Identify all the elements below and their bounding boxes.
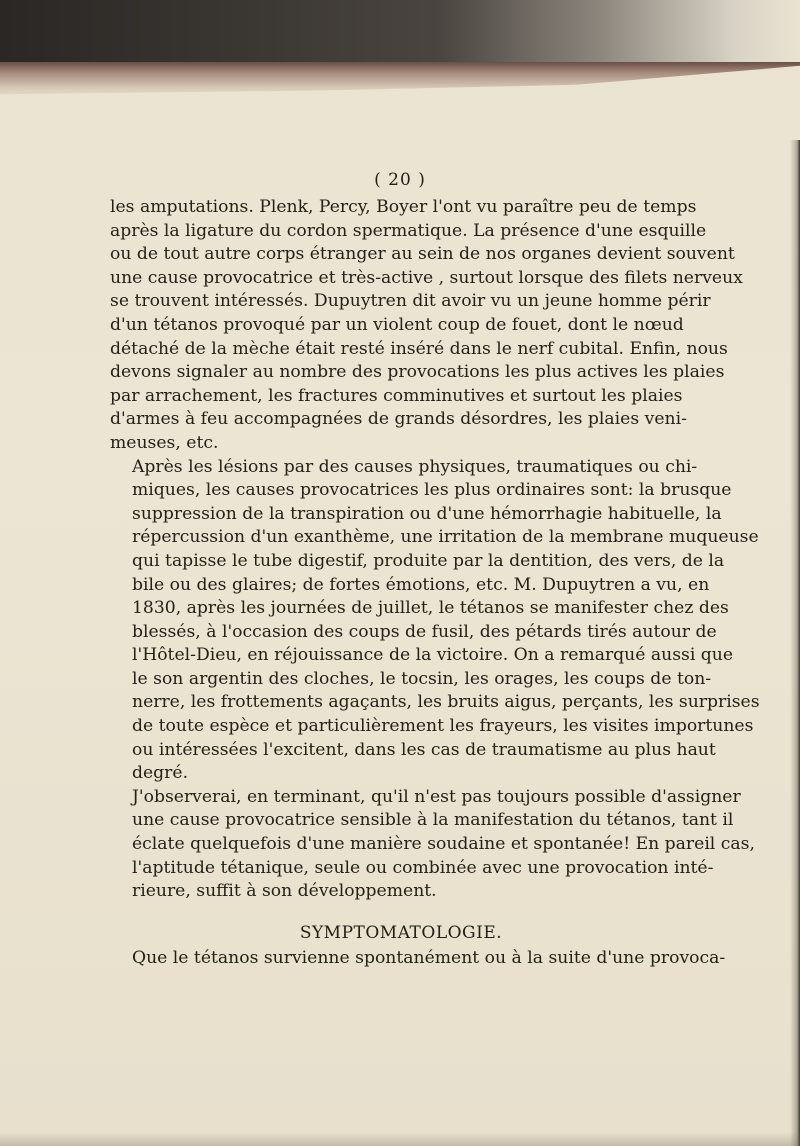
text-line: une cause provocatrice sensible à la manifestation du tétanos, tant il <box>132 810 734 831</box>
page-fold-shadow <box>0 62 800 100</box>
text-line: le son argentin des cloches, le tocsin, les orages, les coups de ton- <box>132 668 712 689</box>
text-line: de toute espèce et particulièrement les frayeurs, les visites importunes <box>132 716 754 737</box>
text-line: éclate quelquefois d'une manière soudaine et spontanée! En pareil cas, <box>132 834 755 855</box>
text-line: répercussion d'un exanthème, une irritation de la membrane muqueuse <box>132 527 759 548</box>
paragraph-2 <box>110 456 760 786</box>
section-heading: SYMPTOMATOLOGIE. <box>299 922 503 943</box>
scan-top-edge <box>0 0 800 100</box>
text-line: meuses, etc. <box>110 432 219 453</box>
text-line: J'observerai, en terminant, qu'il n'est pas toujours possible d'assigner <box>132 786 741 807</box>
text-line: devons signaler au nombre des provocations les plus actives les plaies <box>110 362 725 383</box>
text-line: qui tapisse le tube digestif, produite par la dentition, des vers, de la <box>132 550 725 571</box>
paragraph-3 <box>110 786 755 904</box>
text-line: Après les lésions par des causes physiques, traumatiques ou chi- <box>132 456 698 477</box>
text-line: une cause provocatrice et très-active , surtout lorsque des filets nerveux <box>110 267 743 288</box>
scan-dark-border <box>0 0 800 70</box>
text-line: d'un tétanos provoqué par un violent coup de fouet, dont le nœud <box>110 314 684 335</box>
text-line: 1830, après les journées de juillet, le tétanos se manifester chez des <box>132 598 729 619</box>
text-line: après la ligature du cordon spermatique. La présence d'une esquille <box>110 220 707 241</box>
paragraph-4 <box>110 947 726 971</box>
text-line: l'Hôtel-Dieu, en réjouissance de la victoire. On a remarqué aussi que <box>132 645 734 666</box>
text-line: degré. <box>132 763 189 784</box>
text-line: nerre, les frottements agaçants, les bruits aigus, perçants, les surprises <box>132 692 760 713</box>
text-line: ou intéressées l'excitent, dans les cas de traumatisme au plus haut <box>132 739 716 760</box>
text-line: se trouvent intéressés. Dupuytren dit avoir vu un jeune homme périr <box>110 291 711 312</box>
text-line: d'armes à feu accompagnées de grands désordres, les plaies veni- <box>110 409 687 430</box>
body-text <box>110 196 760 971</box>
scan-bottom-shade <box>0 1132 800 1146</box>
text-line: bile ou des glaires; de fortes émotions, etc. M. Dupuytren a vu, en <box>132 574 710 595</box>
text-line: blessés, à l'occasion des coups de fusil, des pétards tirés autour de <box>132 621 717 642</box>
text-line: miques, les causes provocatrices les plus ordinaires sont: la brusque <box>132 480 732 501</box>
text-line: ou de tout autre corps étranger au sein de nos organes devient souvent <box>110 244 735 265</box>
text-line: l'aptitude tétanique, seule ou combinée avec une provocation inté- <box>132 857 714 878</box>
text-line: suppression de la transpiration ou d'une hémorrhagie habituelle, la <box>132 503 722 524</box>
page-number: ( 20 ) <box>374 170 426 190</box>
text-line: Que le tétanos survienne spontanément ou à la suite d'une provoca- <box>132 948 726 969</box>
text-line: rieure, suffit à son développement. <box>132 881 437 902</box>
text-line: par arrachement, les fractures comminutives et surtout les plaies <box>110 385 683 406</box>
text-line: détaché de la mèche était resté inséré dans le nerf cubital. Enfin, nous <box>110 338 728 359</box>
text-line: les amputations. Plenk, Percy, Boyer l'ont vu paraître peu de temps <box>110 197 697 217</box>
paragraph-1 <box>110 196 743 456</box>
scan-right-edge <box>790 140 800 1146</box>
